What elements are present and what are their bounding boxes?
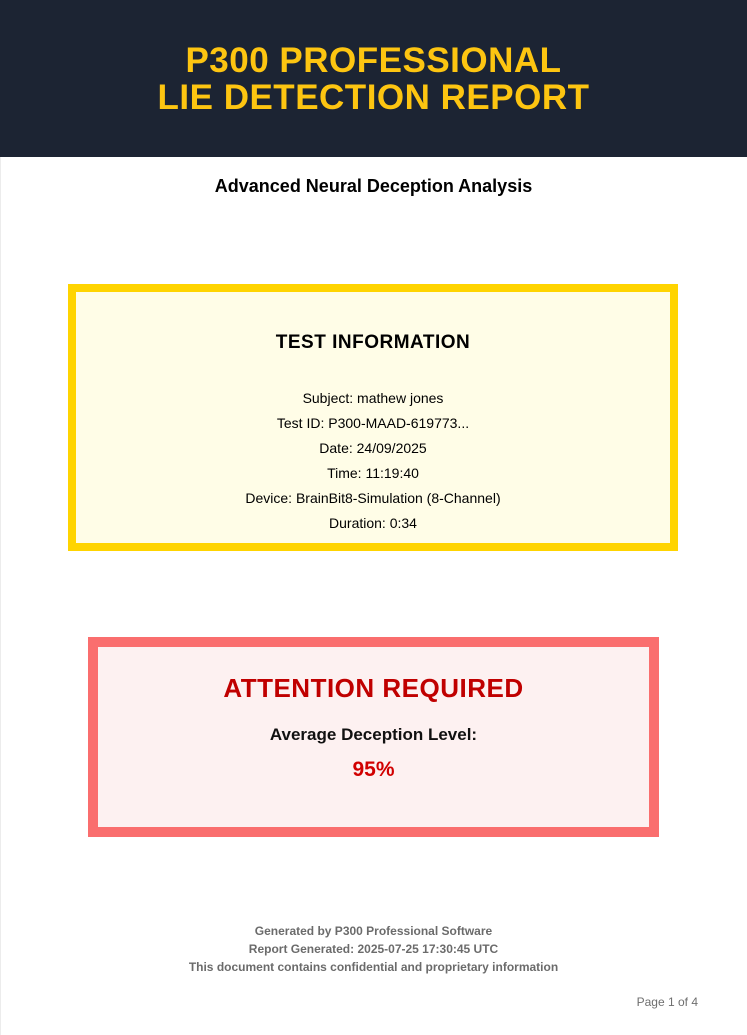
test-field-time-label: Time: bbox=[327, 465, 362, 481]
test-field-test-id-value: P300-MAAD-619773... bbox=[328, 415, 470, 431]
test-field-date-label: Date: bbox=[319, 440, 353, 456]
test-field-subject-label: Subject: bbox=[302, 390, 354, 406]
report-subtitle: Advanced Neural Deception Analysis bbox=[214, 176, 533, 196]
test-field-test-id-label: Test ID: bbox=[276, 415, 325, 431]
test-information-fields bbox=[76, 386, 670, 536]
report-footer bbox=[0, 922, 747, 976]
test-field-duration-value: 0:34 bbox=[389, 515, 417, 531]
deception-level-label: Average Deception Level: bbox=[269, 725, 478, 744]
test-field-device-value: BrainBit8-Simulation (8-Channel) bbox=[295, 490, 501, 506]
report-title-line2: LIE DETECTION REPORT bbox=[157, 77, 590, 117]
attention-required-box bbox=[88, 637, 659, 837]
test-field-duration-label: Duration: bbox=[329, 515, 386, 531]
test-field-test-id bbox=[76, 411, 670, 436]
footer-generated-by: Generated by P300 Professional Software bbox=[254, 924, 493, 938]
report-title-line1: P300 PROFESSIONAL bbox=[185, 40, 562, 80]
report-title bbox=[158, 42, 590, 116]
deception-level-value: 95% bbox=[352, 758, 395, 781]
page-indicator: Page 1 of 4 bbox=[636, 995, 698, 1009]
page-edge-line bbox=[0, 157, 1, 1035]
test-field-date-value: 24/09/2025 bbox=[356, 440, 427, 456]
test-information-heading: TEST INFORMATION bbox=[275, 332, 471, 353]
test-field-subject-value: mathew jones bbox=[357, 390, 444, 406]
test-information-box bbox=[68, 284, 678, 551]
report-header bbox=[0, 0, 747, 157]
footer-confidential-notice: This document contains confidential and proprietary information bbox=[188, 960, 559, 974]
test-field-device-label: Device: bbox=[245, 490, 293, 506]
test-field-subject bbox=[76, 386, 670, 411]
test-field-device bbox=[76, 486, 670, 511]
test-field-duration bbox=[76, 511, 670, 536]
footer-report-generated: Report Generated: 2025-07-25 17:30:45 UTC bbox=[248, 942, 499, 956]
test-field-time bbox=[76, 461, 670, 486]
test-field-date bbox=[76, 436, 670, 461]
test-field-time-value: 11:19:40 bbox=[365, 465, 419, 481]
attention-required-heading: ATTENTION REQUIRED bbox=[223, 673, 524, 703]
